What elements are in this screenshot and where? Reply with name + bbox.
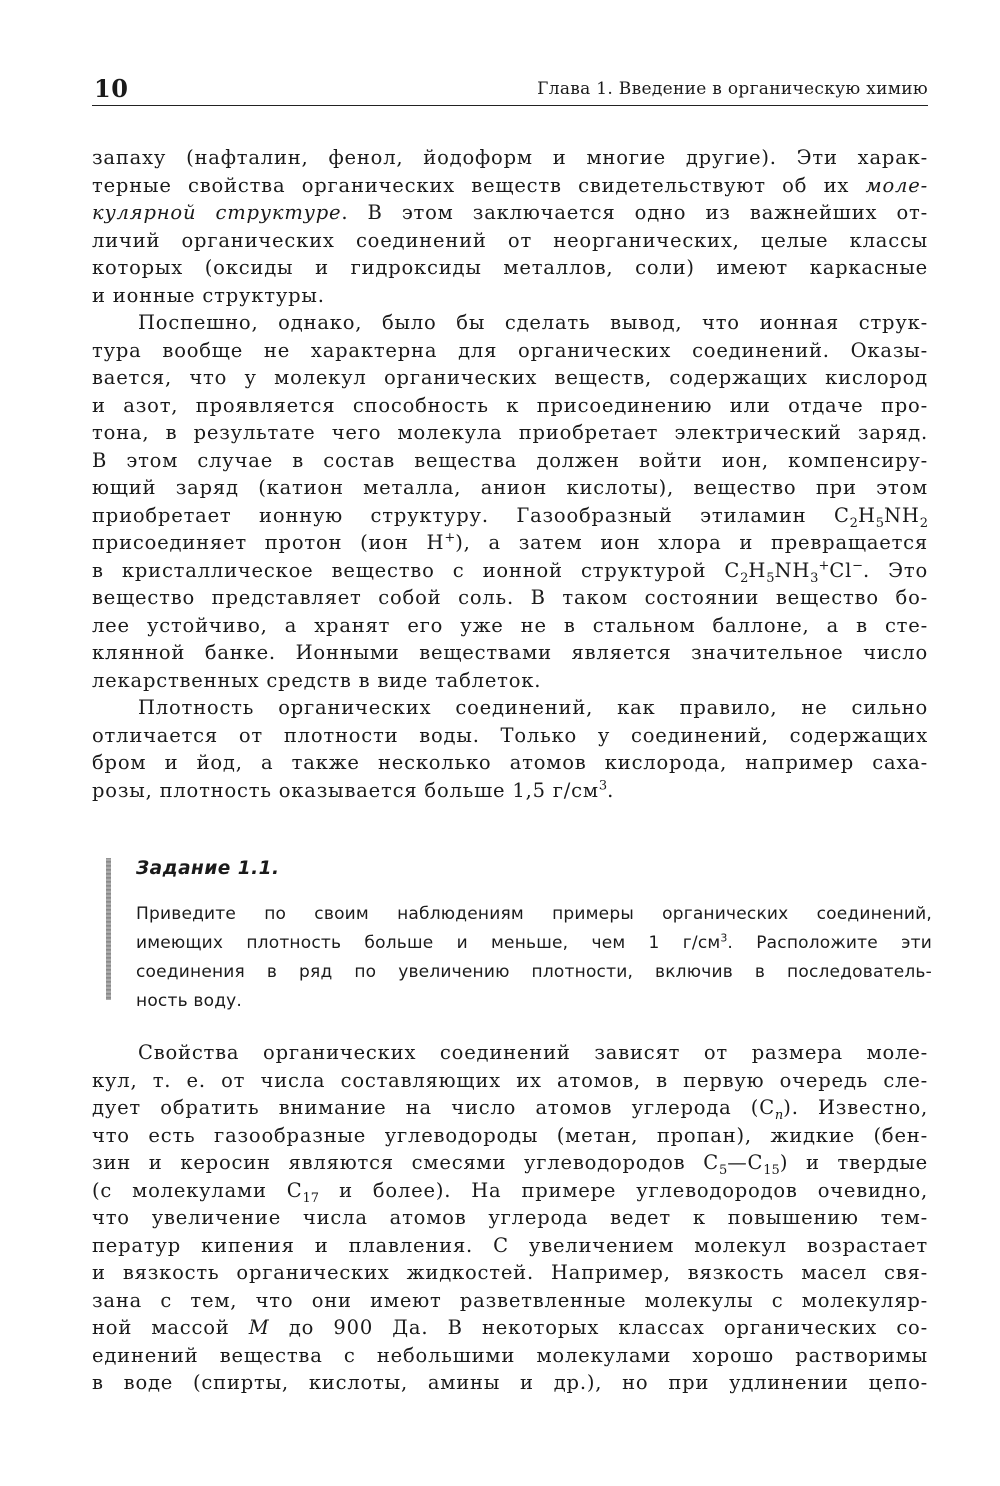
paragraph-2 <box>92 309 928 694</box>
text-line: личий органических соединений от неорганических, целые классы <box>92 228 928 252</box>
text-line: Плотность органических соединений, как правило, не сильно <box>138 696 928 719</box>
text-line: кул, т. е. от числа составляющих их атомов, в первую очередь сле- <box>92 1068 928 1092</box>
text-line: В этом случае в состав вещества должен войти ион, компенсиру- <box>92 448 928 472</box>
text-line: (с молекулами $C_{17}$ и более). На примере углеводородов очевидно, <box>92 1178 928 1204</box>
text-line: клянной банке. Ионными веществами является значительное число <box>92 641 928 664</box>
text-line: кулярной структуре. В этом заключается одно из важнейших от- <box>92 201 928 224</box>
text-line: зин и керосин являются смесями углеводородов $C_5—C_{15}$) и твердые <box>92 1151 928 1177</box>
text-line: отличается от плотности воды. Только у соединений, содержащих <box>92 723 928 747</box>
text-line: дует обратить внимание на число атомов углерода $(C_n)$. Известно, <box>92 1096 928 1122</box>
text-line: имеющих плотность больше и меньше, чем 1 $г/см^3$. Расположите эти <box>136 931 932 953</box>
text-line: что есть газообразные углеводороды (метан, пропан), жидкие (бен- <box>92 1123 928 1147</box>
text-line: бром и йод, а также несколько атомов кислорода, например саха- <box>92 751 928 774</box>
text-line: ность воду. <box>136 991 243 1011</box>
task-title: Задание 1.1. <box>136 858 280 879</box>
text-line: которых (оксиды и гидроксиды металлов, соли) имеют каркасные <box>92 256 928 279</box>
text-line: соединения в ряд по увеличению плотности, включив в последователь- <box>136 962 932 982</box>
text-line: приобретает ионную структуру. Газообразный этиламин $C_2H_5NH_2$ <box>92 503 928 529</box>
task-side-bar <box>106 858 111 1000</box>
text-line: терные свойства органических веществ свидетельствуют об их моле- <box>92 173 928 197</box>
text-line: Поспешно, однако, было бы сделать вывод, что ионная струк- <box>138 311 928 334</box>
text-line: присоединяет протон (ион H+), а затем ион хлора и превращается <box>92 530 928 554</box>
text-line: Свойства органических соединений зависят от размера моле- <box>138 1041 928 1064</box>
text-line: единений вещества с небольшими молекулами хорошо растворимы <box>92 1343 928 1367</box>
text-line: ператур кипения и плавления. С увеличением молекул возрастает <box>92 1233 928 1257</box>
header-rule <box>92 105 928 106</box>
text-line: розы, плотность оказывается больше 1,5 $г/см^3$. <box>92 778 615 802</box>
text-line: в воде (спирты, кислоты, амины и др.), но при удлинении цепо- <box>92 1371 928 1394</box>
text-line: и азот, проявляется способность к присоединению или отдаче про- <box>92 393 928 417</box>
text-line: в кристаллическое вещество с ионной структурой $C_2H_5NH_3^+Cl^-$. Это <box>92 558 928 584</box>
paragraph-4 <box>92 1039 928 1397</box>
paragraph-1 <box>92 144 928 309</box>
text-line: и ионные структуры. <box>92 283 325 307</box>
text-line: Приведите по своим наблюдениям примеры органических соединений, <box>136 904 932 924</box>
text-line: что увеличение числа атомов углерода ведет к повышению тем- <box>92 1206 928 1229</box>
paragraph-3 <box>92 694 928 804</box>
text-line: вается, что у молекул органических веществ, содержащих кислород <box>92 366 928 389</box>
running-head: Глава 1. Введение в органическую химию <box>537 79 928 99</box>
text-line: запаху (нафталин, фенол, йодоформ и многие другие). Эти харак- <box>92 146 928 169</box>
text-line: ющий заряд (катион металла, анион кислоты), вещество при этом <box>92 476 928 499</box>
text-line: вещество представляет собой соль. В таком состоянии вещество бо- <box>92 586 928 609</box>
text-line: зана с тем, что они имеют разветвленные молекулы с молекуляр- <box>92 1288 928 1312</box>
text-line: тона, в результате чего молекула приобретает электрический заряд. <box>92 421 928 444</box>
text-line: тура вообще не характерна для органических соединений. Оказы- <box>92 338 928 362</box>
task-text <box>136 900 932 1016</box>
text-line: лекарственных средств в виде таблеток. <box>92 668 542 692</box>
page-header <box>92 74 928 104</box>
text-line: и вязкость органических жидкостей. Например, вязкость масел свя- <box>92 1261 928 1284</box>
page-number: 10 <box>94 74 129 103</box>
text-line: ной массой M до 900 Да. В некоторых классах органических со- <box>92 1316 928 1339</box>
text-line: лее устойчиво, а хранят его уже не в стальном баллоне, а в сте- <box>92 613 928 637</box>
